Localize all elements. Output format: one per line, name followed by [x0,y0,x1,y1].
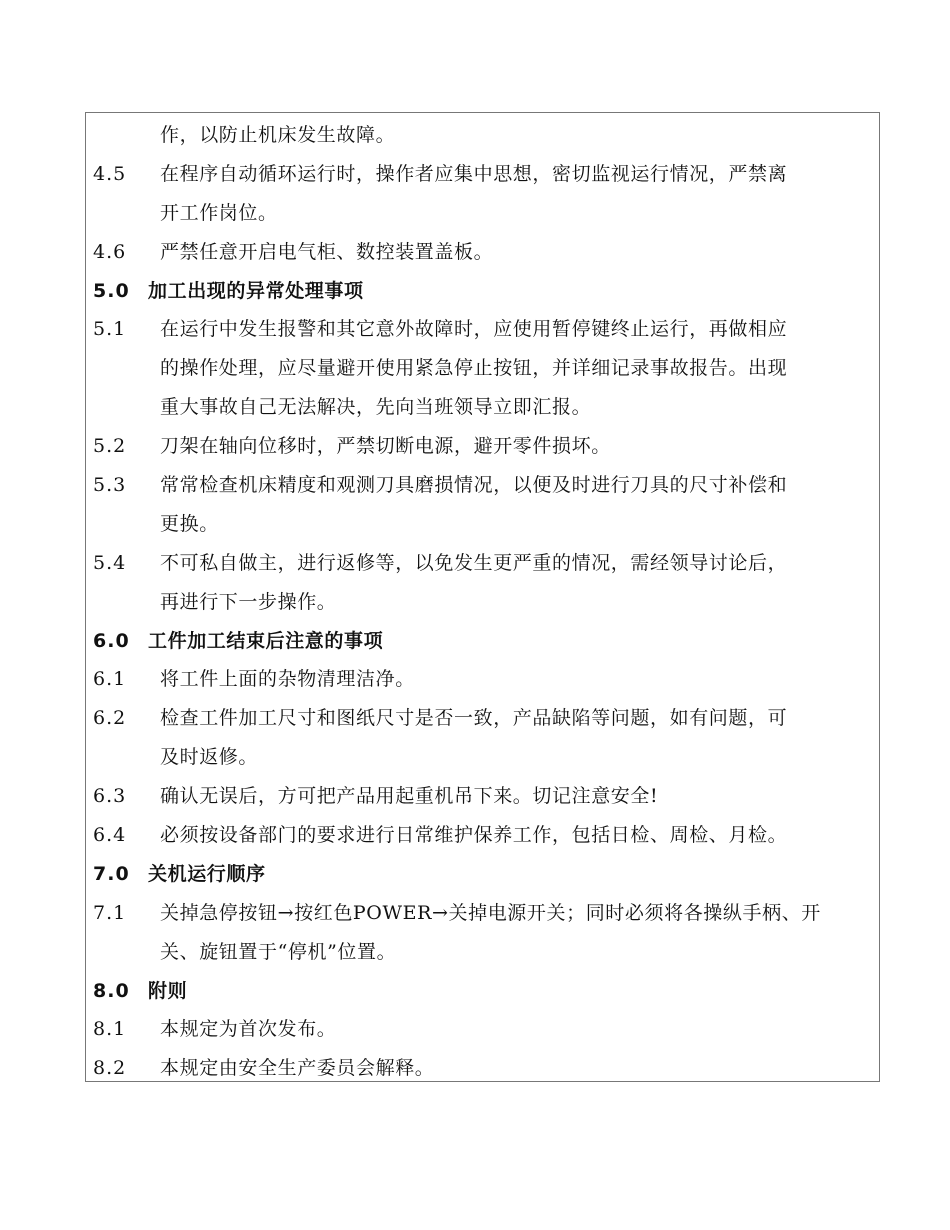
item-text: 关、旋钮置于“停机”位置。 [160,940,397,963]
list-item [93,1010,873,1049]
item-number: 5.0 [93,279,130,302]
list-item [93,816,873,855]
section-heading [93,972,873,1011]
list-item [93,466,873,505]
list-item [93,933,873,972]
item-number: 4.6 [93,240,127,263]
item-number: 6.0 [93,629,130,652]
item-number: 7.1 [93,901,127,924]
item-number: 5.3 [93,474,127,497]
item-number: 6.4 [93,824,127,847]
item-number: 4.5 [93,162,127,185]
item-number: 7.0 [93,862,130,885]
item-number: 6.3 [93,785,127,808]
item-text: 开工作岗位。 [160,201,278,224]
item-text: 关机运行顺序 [148,862,266,885]
list-item [93,894,873,933]
list-item [93,544,873,583]
item-text: 及时返修。 [160,746,259,769]
item-number: 8.0 [93,979,130,1002]
document-body [93,116,873,1088]
list-item [93,660,873,699]
list-item [93,310,873,349]
item-number: 5.1 [93,318,127,341]
item-text: 在运行中发生报警和其它意外故障时，应使用暂停键终止运行，再做相应 [160,318,788,341]
section-heading [93,622,873,661]
item-number: 5.4 [93,551,127,574]
item-text: 作，以防止机床发生故障。 [160,124,396,146]
item-text: 再进行下一步操作。 [160,590,337,613]
item-text: 本规定为首次发布。 [160,1018,337,1041]
list-item [93,155,873,194]
item-text: 关掉急停按钮→按红色POWER→关掉电源开关；同时必须将各操纵手柄、开 [160,901,821,924]
item-number: 5.2 [93,435,127,458]
item-text: 本规定由安全生产委员会解释。 [160,1057,435,1080]
list-item [93,427,873,466]
item-number: 8.2 [93,1057,127,1080]
list-item [93,1049,873,1088]
item-text: 在程序自动循环运行时，操作者应集中思想，密切监视运行情况，严禁离 [160,162,788,185]
item-number: 8.1 [93,1018,127,1041]
list-item [93,777,873,816]
item-text: 刀架在轴向位移时，严禁切断电源，避开零件损坏。 [160,435,611,458]
section-heading [93,855,873,894]
list-item [93,738,873,777]
item-text: 加工出现的异常处理事项 [148,279,364,302]
list-item [93,505,873,544]
item-text: 工件加工结束后注意的事项 [148,629,384,652]
item-text: 严禁任意开启电气柜、数控装置盖板。 [160,240,494,263]
item-text: 附则 [148,979,188,1002]
list-item [93,349,873,388]
item-text: 常常检查机床精度和观测刀具磨损情况，以便及时进行刀具的尺寸补偿和 [160,474,788,497]
item-text: 的操作处理，应尽量避开使用紧急停止按钮，并详细记录事故报告。出现 [160,357,788,380]
item-text: 重大事故自己无法解决，先向当班领导立即汇报。 [160,396,592,419]
list-item [93,233,873,272]
item-text: 不可私自做主，进行返修等，以免发生更严重的情况，需经领导讨论后， [160,551,788,574]
item-number: 6.2 [93,707,127,730]
item-text: 将工件上面的杂物清理洁净。 [160,668,415,691]
list-item [93,699,873,738]
item-text: 更换。 [160,512,219,535]
item-number: 6.1 [93,668,127,691]
list-item [93,194,873,233]
item-text: 确认无误后，方可把产品用起重机吊下来。切记注意安全! [160,785,659,808]
list-item [93,116,873,155]
item-text: 必须按设备部门的要求进行日常维护保养工作，包括日检、周检、月检。 [160,824,788,847]
section-heading [93,272,873,311]
item-text: 检查工件加工尺寸和图纸尺寸是否一致，产品缺陷等问题，如有问题，可 [160,707,788,730]
list-item [93,583,873,622]
list-item [93,388,873,427]
